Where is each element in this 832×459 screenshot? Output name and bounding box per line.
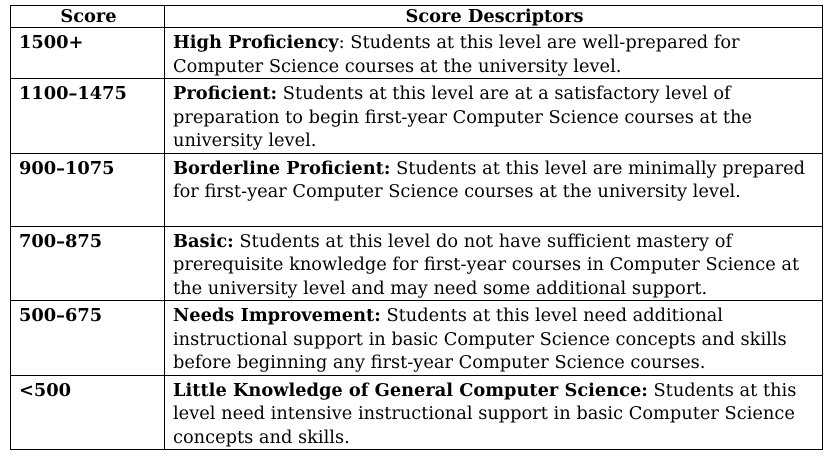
score-range: 1500+ — [11, 28, 165, 79]
table-row — [11, 79, 823, 154]
level-name: Needs Improvement: — [173, 305, 381, 326]
score-range: 700–875 — [11, 226, 165, 301]
level-description: Students at this level are well-prepared for Computer Science courses at the university level. — [173, 32, 740, 77]
header-row — [11, 6, 823, 28]
level-description: Students at this level need additional instructional support in basic Computer Science concepts and skills before beginning any first-year Computer Science courses. — [173, 305, 787, 373]
score-range: 900–1075 — [11, 153, 165, 226]
level-description: Students at this level need intensive instructional support in basic Computer Science concepts and skills. — [173, 379, 797, 448]
score-descriptor — [165, 226, 823, 301]
score-range: 1100–1475 — [11, 79, 165, 154]
level-description: Students at this level do not have sufficient mastery of prerequisite knowledge for first-year courses in Computer Science at the university level and may need some additional support. — [173, 230, 800, 299]
score-column-header: Score — [11, 6, 165, 28]
score-range: 500–675 — [11, 301, 165, 376]
score-descriptor — [165, 375, 823, 450]
table-header — [11, 6, 823, 28]
table-row — [11, 153, 823, 226]
score-descriptor — [165, 79, 823, 154]
table-row — [11, 301, 823, 376]
level-name: Basic: — [173, 230, 234, 252]
level-name: Little Knowledge of General Computer Science: — [173, 379, 648, 401]
table-body — [11, 28, 823, 450]
descriptors-column-header: Score Descriptors — [165, 6, 823, 28]
level-description: Students at this level are at a satisfactory level of preparation to begin first-year Computer Science courses at the university level. — [173, 83, 752, 151]
level-separator: : — [338, 32, 345, 53]
level-description: Students at this level are minimally prepared for first-year Computer Science courses at the university level. — [173, 157, 806, 202]
score-descriptor — [165, 28, 823, 79]
table-row — [11, 226, 823, 301]
level-name: Borderline Proficient: — [173, 157, 391, 179]
score-descriptor — [165, 301, 823, 376]
table-row — [11, 375, 823, 450]
score-descriptor-table — [10, 5, 823, 450]
level-name: High Proficiency — [173, 32, 339, 53]
table-row — [11, 28, 823, 79]
score-range: <500 — [11, 375, 165, 450]
score-descriptor — [165, 153, 823, 226]
level-name: Proficient: — [173, 83, 278, 104]
